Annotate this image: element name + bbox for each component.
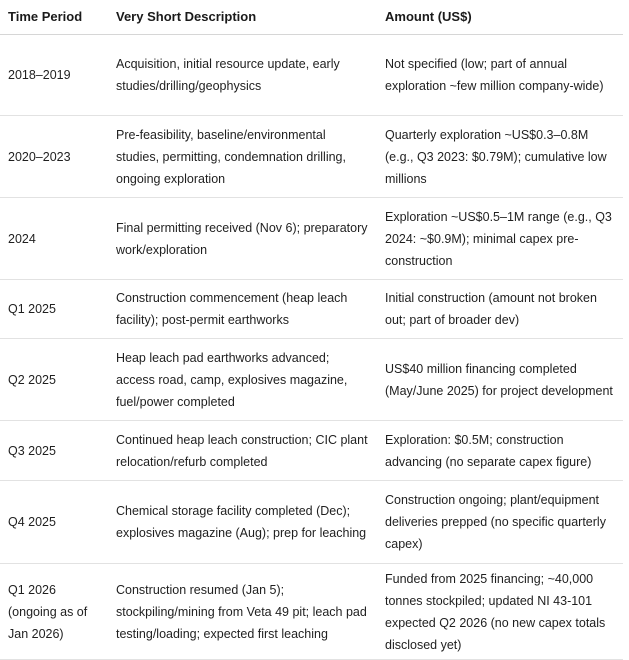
cell-amount: US$40 million financing completed (May/June 2025) for project development bbox=[377, 339, 623, 421]
cell-period: Q1 2026 (ongoing as of Jan 2026) bbox=[0, 564, 108, 660]
table-row bbox=[0, 564, 623, 660]
header-time-period: Time Period bbox=[0, 0, 108, 35]
table-header-row bbox=[0, 0, 623, 35]
cell-period: Q2 2025 bbox=[0, 339, 108, 421]
table-row bbox=[0, 481, 623, 564]
cell-description: Acquisition, initial resource update, early studies/drilling/geophysics bbox=[108, 35, 377, 116]
cell-description: Final permitting received (Nov 6); preparatory work/exploration bbox=[108, 198, 377, 280]
cell-description: Heap leach pad earthworks advanced; access road, camp, explosives magazine, fuel/power completed bbox=[108, 339, 377, 421]
cell-period: Q3 2025 bbox=[0, 421, 108, 481]
cell-description: Continued heap leach construction; CIC plant relocation/refurb completed bbox=[108, 421, 377, 481]
cell-description: Chemical storage facility completed (Dec); explosives magazine (Aug); prep for leaching bbox=[108, 481, 377, 564]
table-row bbox=[0, 421, 623, 481]
cell-period: 2018–2019 bbox=[0, 35, 108, 116]
cell-period: 2024 bbox=[0, 198, 108, 280]
cell-amount: Construction ongoing; plant/equipment deliveries prepped (no specific quarterly capex) bbox=[377, 481, 623, 564]
table-row bbox=[0, 35, 623, 116]
cell-description: Pre-feasibility, baseline/environmental studies, permitting, condemnation drilling, ongoing exploration bbox=[108, 116, 377, 198]
table-row bbox=[0, 116, 623, 198]
table-row bbox=[0, 280, 623, 339]
cell-period: Q1 2025 bbox=[0, 280, 108, 339]
cell-amount: Funded from 2025 financing; ~40,000 tonnes stockpiled; updated NI 43-101 expected Q2 2026 (no new capex totals disclosed yet) bbox=[377, 564, 623, 660]
header-amount: Amount (US$) bbox=[377, 0, 623, 35]
cell-period: Q4 2025 bbox=[0, 481, 108, 564]
cell-description: Construction commencement (heap leach facility); post-permit earthworks bbox=[108, 280, 377, 339]
header-description: Very Short Description bbox=[108, 0, 377, 35]
cell-description: Construction resumed (Jan 5); stockpiling/mining from Veta 49 pit; leach pad testing/loading; expected first leaching bbox=[108, 564, 377, 660]
cell-amount: Quarterly exploration ~US$0.3–0.8M (e.g., Q3 2023: $0.79M); cumulative low millions bbox=[377, 116, 623, 198]
cell-amount: Not specified (low; part of annual exploration ~few million company-wide) bbox=[377, 35, 623, 116]
cell-amount: Exploration: $0.5M; construction advancing (no separate capex figure) bbox=[377, 421, 623, 481]
cell-amount: Exploration ~US$0.5–1M range (e.g., Q3 2024: ~$0.9M); minimal capex pre-construction bbox=[377, 198, 623, 280]
cell-period: 2020–2023 bbox=[0, 116, 108, 198]
table-row bbox=[0, 198, 623, 280]
cell-amount: Initial construction (amount not broken out; part of broader dev) bbox=[377, 280, 623, 339]
table-row bbox=[0, 339, 623, 421]
